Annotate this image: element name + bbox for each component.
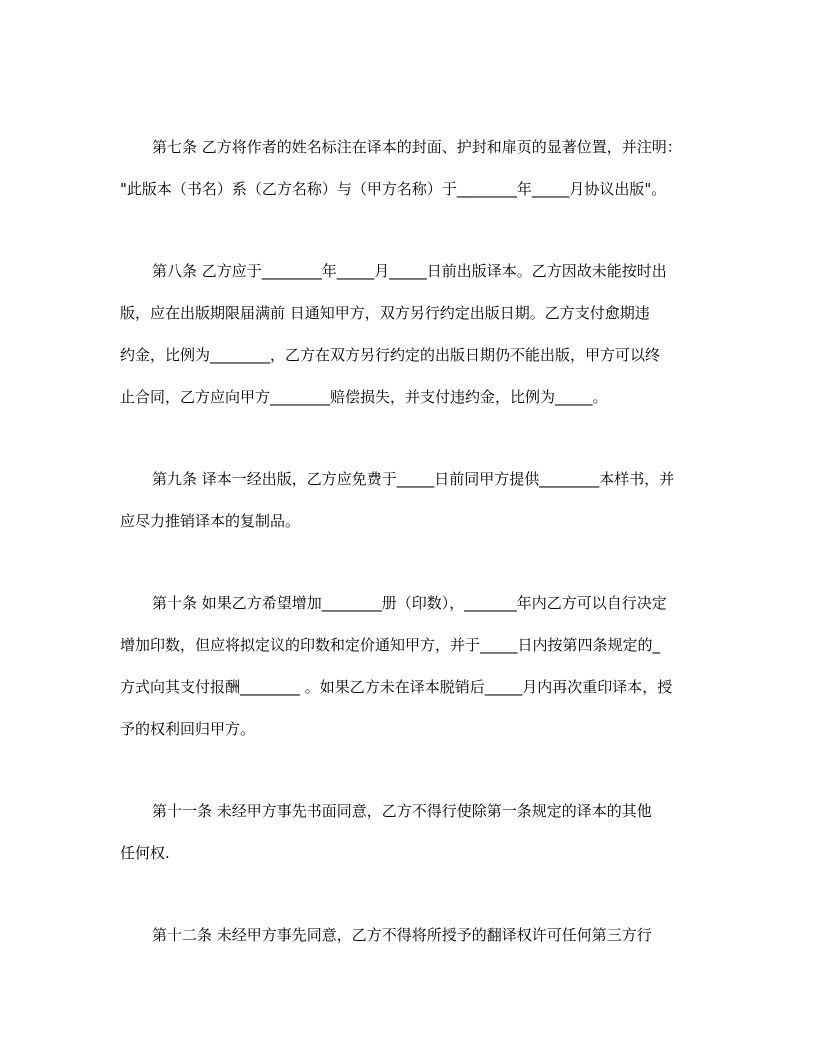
article-12-line-1: 第十二条 未经甲方事先同意，乙方不得将所授予的翻译权许可任何第三方行 [152,926,652,944]
article-8-line-2: 版，应在出版期限届满前 日通知甲方，双方另行约定出版日期。乙方支付愈期违 [120,304,650,322]
article-11-line-2: 任何权. [120,844,170,862]
article-10-line-4: 予的权利回归甲方。 [120,720,256,738]
article-8-line-4: 止合同，乙方应向甲方________赔偿损失，并支付违约金，比例为_____。 [120,388,608,406]
article-10-line-2: 增加印数，但应将拟定议的印数和定价通知甲方，并于_____日内按第四条规定的_ [120,636,661,654]
article-10-line-1: 第十条 如果乙方希望增加________册（印数），_______年内乙方可以自行决定 [152,594,667,612]
article-8-line-1: 第八条 乙方应于________年_____月_____日前出版译本。乙方因故未能按时出 [152,262,667,280]
article-11-line-1: 第十一条 未经甲方事先书面同意，乙方不得行使除第一条规定的译本的其他 [152,802,652,820]
article-7-line-2: "此版本（书名）系（乙方名称）与（甲方名称）于________年_____月协议出版"。 [120,180,667,198]
article-9-line-2: 应尽力推销译本的复制品。 [120,512,301,530]
article-9-line-1: 第九条 译本一经出版，乙方应免费于_____日前同甲方提供________本样书，并 [152,470,675,488]
article-7-line-1: 第七条 乙方将作者的姓名标注在译本的封面、护封和扉页的显著位置，并注明： [152,138,682,156]
article-10-line-3: 方式向其支付报酬________ 。如果乙方未在译本脱销后_____月内再次重印译本，授 [120,678,673,696]
article-8-line-3: 约金，比例为________，乙方在双方另行约定的出版日期仍不能出版，甲方可以终 [120,346,661,364]
